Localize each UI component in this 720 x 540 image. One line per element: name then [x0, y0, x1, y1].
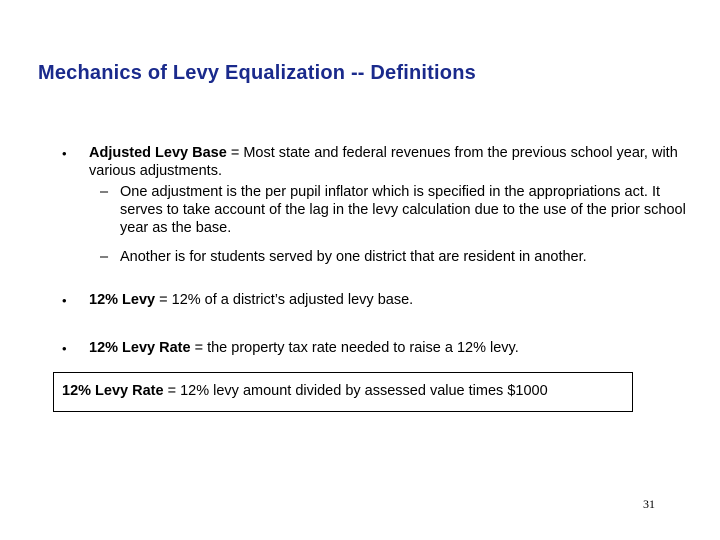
term-label: Adjusted Levy Base: [89, 145, 227, 161]
bullet-icon: •: [62, 341, 67, 356]
definition-12-levy-rate: [89, 339, 689, 357]
sub-item-text: One adjustment is the per pupil inflator which is specified in the appropriations act. It serves to take account of the lag in the levy calculation due to the use of the prior school year as the base.: [120, 184, 686, 236]
definition-adjusted-levy-base: [89, 144, 689, 180]
definition-text: = the property tax rate needed to raise a 12% levy.: [190, 340, 519, 356]
term-label: 12% Levy Rate: [89, 340, 191, 356]
bullet-icon: •: [62, 146, 67, 161]
definition-text: = 12% of a district’s adjusted levy base.: [155, 292, 414, 308]
page-number: 31: [643, 497, 655, 511]
dash-icon: –: [100, 249, 109, 265]
formula-text: = 12% levy amount divided by assessed value times $1000: [163, 383, 548, 399]
dash-icon: –: [100, 184, 109, 200]
slide-title: Mechanics of Levy Equalization -- Definitions: [38, 62, 476, 84]
bullet-icon: •: [62, 293, 67, 308]
definition-text: = Most state and federal revenues from the previous school year, with various adjustments.: [89, 145, 678, 179]
definition-12-levy: [89, 291, 689, 309]
formula-term: 12% Levy Rate: [62, 383, 164, 399]
sub-item-nonresident: [100, 248, 690, 266]
sub-item-text: Another is for students served by one district that are resident in another.: [120, 249, 587, 265]
formula-box: [53, 372, 633, 412]
sub-item-inflator: [100, 183, 690, 237]
term-label: 12% Levy: [89, 292, 156, 308]
